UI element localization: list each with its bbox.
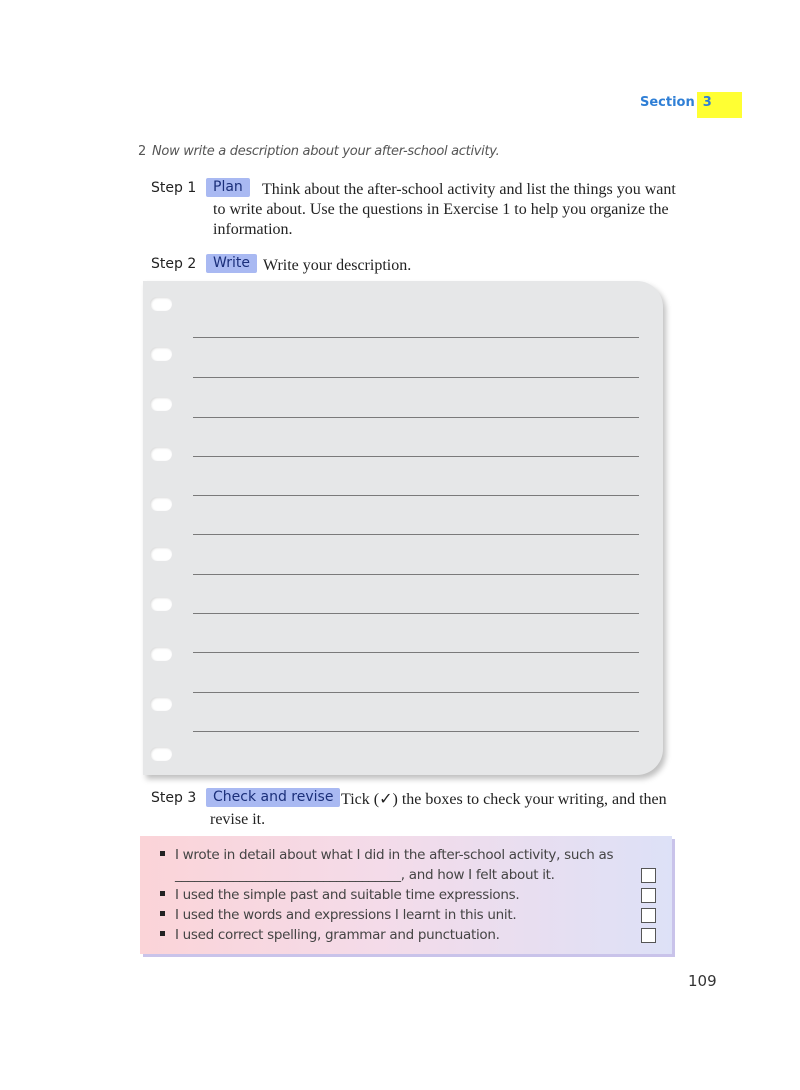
- binder-hole: [150, 697, 172, 711]
- exercise-instruction: [138, 144, 499, 159]
- binder-hole: [150, 497, 172, 511]
- writing-line[interactable]: [193, 613, 639, 614]
- exercise-instruction-text: Now write a description about your after-school activity.: [151, 144, 500, 159]
- checklist-item-1-blank: ___________________________________: [175, 867, 401, 883]
- step-2-tag-write: Write: [206, 254, 257, 273]
- writing-line[interactable]: [193, 417, 639, 418]
- step-1-tag-plan: Plan: [206, 178, 250, 197]
- binder-hole: [150, 597, 172, 611]
- checklist-item-1-continuation: [175, 865, 555, 885]
- bullet-icon: [160, 931, 165, 936]
- writing-line[interactable]: [193, 574, 639, 575]
- bullet-icon: [160, 851, 165, 856]
- writing-line[interactable]: [193, 495, 639, 496]
- step-1: [151, 180, 691, 240]
- step-2-text: Write your description.: [263, 257, 412, 274]
- step-3-tag-check-revise: Check and revise: [206, 788, 340, 807]
- step-3-label: Step 3: [151, 790, 197, 806]
- binder-hole: [150, 647, 172, 661]
- writing-line[interactable]: [193, 692, 639, 693]
- checklist-item-2: [160, 885, 519, 905]
- checklist-panel: [140, 836, 672, 954]
- checklist-item-2-text: I used the simple past and suitable time expressions.: [175, 887, 520, 903]
- checkbox-1[interactable]: [641, 868, 656, 883]
- bullet-icon: [160, 911, 165, 916]
- section-label: Section: [640, 95, 695, 110]
- writing-line[interactable]: [193, 337, 639, 338]
- writing-line[interactable]: [193, 534, 639, 535]
- checklist-item-4-text: I used correct spelling, grammar and punctuation.: [175, 927, 500, 943]
- writing-line[interactable]: [193, 731, 639, 732]
- step-2-label: Step 2: [151, 256, 197, 272]
- binder-hole: [150, 347, 172, 361]
- step-3: [151, 790, 691, 830]
- step-1-text: Think about the after-school activity and list the things you want to write about. Use the questions in Exercise 1 to help you organize the information.: [213, 181, 676, 238]
- checkbox-2[interactable]: [641, 888, 656, 903]
- section-number: 3: [697, 92, 742, 118]
- checklist-item-1: [160, 845, 613, 865]
- exercise-number: 2: [138, 144, 146, 159]
- checkbox-3[interactable]: [641, 908, 656, 923]
- binder-hole: [150, 547, 172, 561]
- page-number: 109: [688, 972, 717, 990]
- section-indicator: [640, 92, 742, 118]
- step-3-text: Tick (✓) the boxes to check your writing, and then revise it.: [210, 791, 667, 828]
- binder-hole: [150, 397, 172, 411]
- writing-line[interactable]: [193, 456, 639, 457]
- binder-hole: [150, 747, 172, 761]
- checklist-item-1-line1: I wrote in detail about what I did in the after-school activity, such as: [175, 847, 614, 863]
- bullet-icon: [160, 891, 165, 896]
- checklist-item-3: [160, 905, 516, 925]
- binder-hole: [150, 447, 172, 461]
- writing-notepad[interactable]: [143, 281, 663, 775]
- checklist-item-4: [160, 925, 500, 945]
- step-1-label: Step 1: [151, 180, 197, 196]
- binder-hole: [150, 297, 172, 311]
- checklist-item-1-line2: , and how I felt about it.: [400, 867, 555, 883]
- step-2: [151, 256, 691, 276]
- checklist-item-3-text: I used the words and expressions I learnt in this unit.: [175, 907, 517, 923]
- checkbox-4[interactable]: [641, 928, 656, 943]
- writing-line[interactable]: [193, 652, 639, 653]
- writing-line[interactable]: [193, 377, 639, 378]
